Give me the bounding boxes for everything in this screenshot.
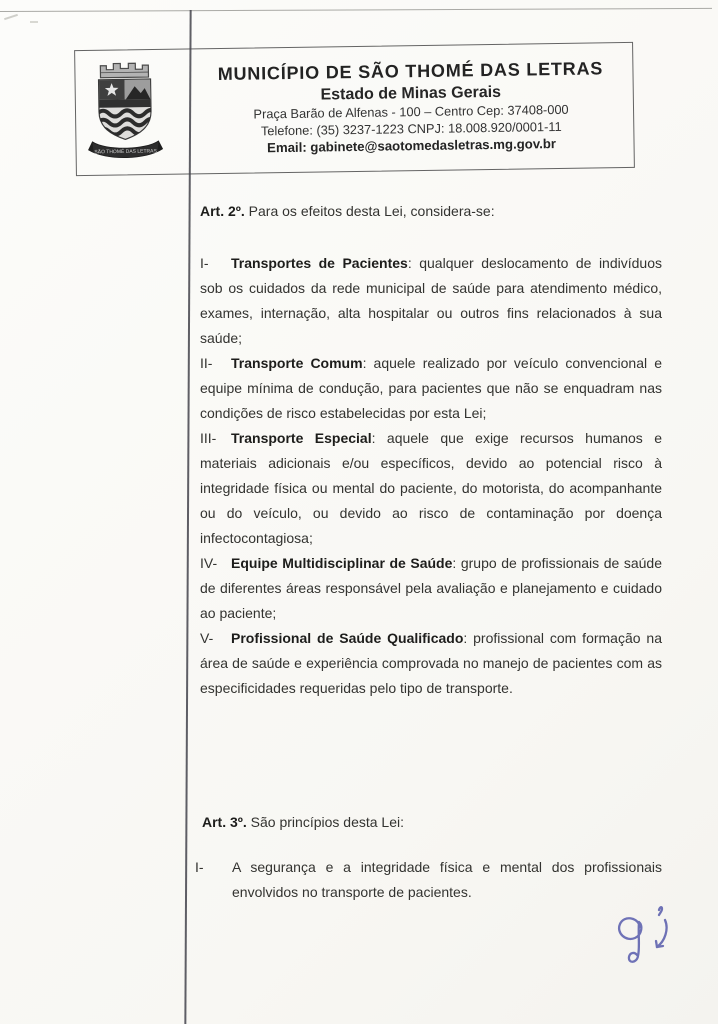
item-term: Profissional de Saúde Qualificado (231, 630, 464, 646)
article-2-heading (200, 199, 662, 224)
article-2-item-4 (200, 551, 662, 626)
scan-artifact-mark (30, 21, 38, 23)
phone-cnpj-line: Telefone: (35) 3237-1223 CNPJ: 18.008.920/0001-11 (260, 118, 562, 138)
municipality-name: MUNICÍPIO DE SÃO THOMÉ DAS LETRAS (217, 58, 604, 85)
article-3-heading-text: São princípios desta Lei: (246, 814, 405, 830)
item-marker: IV- (200, 555, 218, 571)
item-marker: I- (195, 859, 204, 875)
article-3-section (195, 810, 662, 905)
item-text: : profissional com formação na área de saúde e experiência comprovada no manejo de pacientes com as especificidades requeridas pelo tipo de transporte. (200, 630, 662, 696)
letterhead-text (162, 43, 634, 159)
item-term: Transportes de Pacientes (231, 255, 408, 271)
article-2-section (200, 199, 662, 701)
item-term: Transporte Especial (231, 430, 372, 446)
article-2-number: Art. 2º. (200, 203, 245, 219)
state-name: Estado de Minas Gerais (320, 83, 502, 104)
item-marker: III- (200, 430, 217, 446)
item-text: : aquele realizado por veículo convencional e equipe mínima de condução, para pacientes que não se enquadram nas condições de risco estabelecidas por esta Lei; (200, 355, 662, 421)
article-2-item-1 (200, 251, 662, 351)
item-marker: I- (200, 255, 209, 271)
article-2-item-5 (200, 626, 662, 701)
item-marker: V- (200, 630, 214, 646)
letterhead (74, 42, 635, 176)
article-3-heading (202, 810, 662, 835)
item-text: : aquele que exige recursos humanos e materiais adicionais e/ou específicos, devido ao potencial risco à integridade física ou mental do paciente, do motorista, do acompanhante ou do veículo, ou devido ao risco de contaminação por doença infectocontagiosa; (200, 430, 662, 546)
item-term: Transporte Comum (231, 355, 363, 371)
scan-top-edge-line (0, 8, 712, 12)
article-3-number: Art. 3º. (202, 814, 247, 830)
email-line: Email: gabinete@saotomedasletras.mg.gov.br (267, 136, 557, 156)
article-2-heading-text: Para os efeitos desta Lei, considera-se: (244, 203, 495, 219)
article-2-item-3 (200, 426, 662, 551)
item-text: : grupo de profissionais de saúde de diferentes áreas responsável pela avaliação e planejamento e cuidado ao paciente; (200, 555, 662, 621)
item-marker: II- (200, 355, 213, 371)
address-line: Praça Barão de Alfenas - 100 – Centro Cep: 37408-000 (253, 101, 569, 122)
scan-artifact-mark (4, 14, 18, 20)
item-text: A segurança e a integridade física e mental dos profissionais envolvidos no transporte de pacientes. (232, 859, 662, 900)
item-term: Equipe Multidisciplinar de Saúde (231, 555, 453, 571)
article-2-item-2 (200, 351, 662, 426)
handwritten-initials-signature (606, 898, 686, 980)
item-text: : qualquer deslocamento de indivíduos sob os cuidados da rede municipal de saúde para atendimento médico, exames, internação, alta hospitalar ou outros fins relacionados à sua saúde; (200, 255, 662, 346)
article-3-item-1 (195, 855, 662, 905)
coat-ribbon-text: SÃO THOMÉ DAS LETRAS (94, 148, 157, 156)
coat-of-arms-icon (86, 55, 164, 164)
